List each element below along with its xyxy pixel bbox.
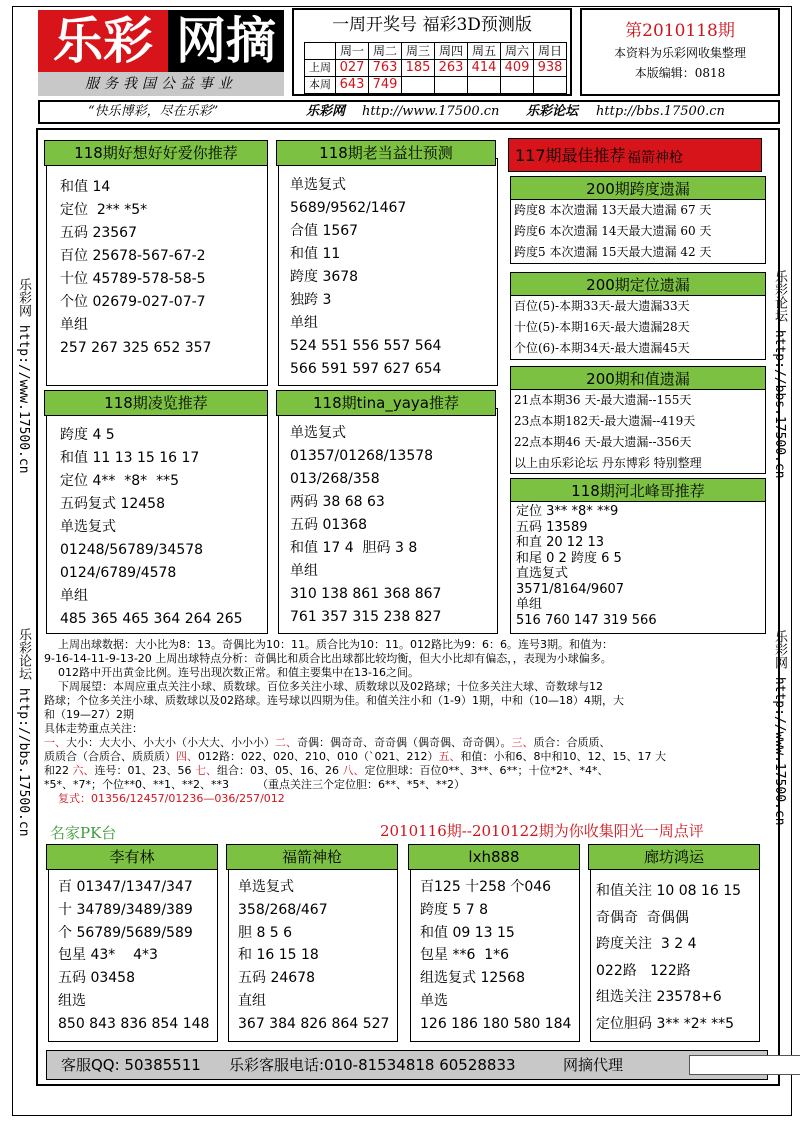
side-text-right-bottom: 乐彩网 http://www.17500.cn [772, 630, 787, 826]
pk-line: 十 34789/3489/389 [58, 901, 193, 918]
panel-line: 和值 14 [60, 179, 111, 195]
side-text-left-bottom: 乐彩论坛 http://bbs.17500.cn [16, 628, 31, 837]
footer-qq: 客服QQ: 50385511 [61, 1056, 201, 1074]
pk-line: 定位胆码 3** *2* **5 [596, 1015, 735, 1032]
panel-line: 761 357 315 238 827 [290, 609, 442, 625]
analysis-marker: 四、 [176, 750, 198, 763]
table-cell: 938 [534, 60, 567, 77]
logo-text-right: 网摘 [176, 11, 276, 70]
span-omission-title: 200期跨度遗漏 [510, 176, 766, 200]
table-cell: 027 [336, 60, 369, 77]
motto: “快乐博彩，尽在乐彩” [88, 104, 219, 119]
row-label: 上周 [305, 60, 336, 77]
panel-line: 013/268/358 [290, 471, 380, 487]
pk-line: 五码 03458 [58, 970, 135, 987]
pk-line: 367 384 826 864 527 [238, 1015, 390, 1032]
panel-line: 0124/6789/4578 [60, 565, 177, 581]
panel-haoxiang-title: 118期好想好好爱你推荐 [44, 140, 268, 166]
panel-line: 单组 [60, 588, 88, 604]
table-cell [435, 77, 468, 94]
best-reco-title: 117期最佳推荐 [515, 146, 626, 165]
pk-line: 直组 [238, 992, 266, 1009]
weekly-numbers-title: 一周开奖号 福彩3D预测版 [332, 15, 532, 35]
pk-title: 名家PK台 [50, 824, 117, 842]
pk-line: 包星 43* 4*3 [58, 947, 158, 964]
panel-line: 十位 45789-578-58-5 [60, 271, 206, 287]
pk-line: 单选复式 [238, 879, 294, 895]
analysis-text: 和22 [44, 764, 73, 777]
panel-line: 定位 4** *8* **5 [60, 473, 179, 489]
forum-link[interactable]: http://bbs.17500.cn [596, 104, 725, 119]
sum-line: 22点本期46 天-最大遗漏--356天 [514, 435, 692, 449]
pk-line: 个 56789/5689/589 [58, 924, 193, 941]
hebei-line: 直选复式 [516, 566, 569, 581]
panel-haoxiang-body [60, 176, 211, 360]
editor-note: 本版编辑：0818 [634, 66, 726, 80]
hebei-line: 定位 3** *8* **9 [516, 504, 619, 519]
table-row [305, 43, 567, 60]
panel-linglan-body [60, 424, 243, 631]
analysis-text: 质合：合质质、 [533, 736, 611, 749]
pk-line: 和值 09 13 15 [420, 924, 515, 941]
pk-card-lxh-body [420, 876, 571, 1036]
span-line: 跨度6 本次遗漏 14天最大遗漏 60 天 [514, 224, 712, 238]
panel-line: 单组 [290, 563, 318, 579]
panel-tina-body [290, 422, 441, 629]
analysis-line: 下周展望：本周应重点关注小球、质数球。百位多关注小球、质数球以及02路球；十位多关注大球、奇数球与12 [44, 680, 603, 693]
table-header-cell: 周日 [534, 43, 567, 60]
span-line: 跨度8 本次遗漏 13天最大遗漏 67 天 [514, 203, 712, 217]
panel-line: 五码 01368 [290, 517, 367, 533]
pk-line: 和值关注 10 08 16 15 [596, 883, 742, 899]
footer-agent: 网摘代理 [563, 1056, 624, 1074]
sum-omission-body [514, 390, 702, 474]
position-line: 百位(5)-本期33天-最大遗漏33天 [514, 299, 690, 313]
pk-line: 百125 十258 个046 [420, 879, 552, 895]
slogan: 服务我国公益事业 [85, 76, 237, 92]
panel-linglan-title: 118期凌览推荐 [44, 390, 268, 416]
table-cell [468, 77, 501, 94]
pk-line: 五码 24678 [238, 970, 315, 987]
hebei-line: 和尾 0 2 跨度 6 5 [516, 550, 622, 566]
panel-line: 两码 38 68 63 [290, 494, 385, 510]
analysis-line: 上周出球数据：大小比为8：13。奇偶比为10：11。质合比为10：11。012路比为9：6：6。连号3期。和值为： [44, 638, 613, 651]
footer-bar [46, 1050, 768, 1080]
pk-card-langfang-body [596, 878, 741, 1037]
table-header-cell: 周五 [468, 43, 501, 60]
pk-card-langfang-title: 廊坊鸿运 [588, 844, 760, 870]
analysis-text: 质质合（合质合、质质质） [44, 750, 176, 763]
pk-card-fujian-body [238, 876, 389, 1036]
table-cell [534, 77, 567, 94]
hebei-line: 五码 13589 [516, 519, 588, 535]
panel-line: 257 267 325 652 357 [60, 340, 212, 356]
table-header-cell: 周二 [369, 43, 402, 60]
pk-period-note: 2010116期--2010122期为你收集阳光一周点评 [380, 822, 704, 840]
pk-card-li-title: 李有林 [46, 844, 218, 870]
sum-line: 21点本期36 天-最大遗漏--155天 [514, 393, 692, 407]
pk-line: 奇偶奇 奇偶偶 [596, 909, 689, 926]
forum-label: 乐彩论坛 [526, 104, 579, 119]
logo-text-left: 乐彩 [53, 11, 153, 70]
side-text-left-top: 乐彩网 http://www.17500.cn [16, 278, 31, 474]
analysis-line: 012路中开出黄金比例。连号出现次数正常。和值主要集中在13-16之间。 [44, 666, 419, 679]
source-note: 本资料为乐彩网收集整理 [613, 46, 746, 60]
analysis-line: 路球；个位多关注小球、质数球以及02路球。连号球以四期为佳。和值关注小和（1-9）1期，中和（10—18）4期，大 [44, 694, 624, 707]
position-omission-body [514, 296, 690, 359]
sum-note: 以上由乐彩论坛 丹东博彩 特别整理 [514, 456, 702, 470]
span-line: 跨度5 本次遗漏 15天最大遗漏 42 天 [514, 245, 712, 259]
panel-line: 5689/9562/1467 [290, 200, 407, 216]
footer-phone: 乐彩客服电话:010-81534818 60528833 [229, 1056, 516, 1074]
pk-line: 022路 122路 [596, 962, 691, 979]
analysis-line [44, 764, 764, 778]
pk-line: 跨度关注 3 2 4 [596, 936, 697, 952]
panel-line: 单选复式 [60, 519, 116, 535]
table-header-cell: 周四 [435, 43, 468, 60]
analysis-line [44, 750, 764, 764]
analysis-line: *5*、*7*；个位**0、**1、**2、**3 （重点关注三个定位胆：6**、*5*、**2） [44, 778, 465, 791]
issue-number: 第2010118期 [625, 21, 735, 41]
panel-line: 和值 11 13 15 16 17 [60, 450, 200, 466]
panel-line: 单组 [60, 317, 88, 333]
panel-tina-title: 118期tina_yaya推荐 [276, 390, 496, 416]
analysis-marker: 八、 [342, 764, 365, 777]
table-header-cell: 周六 [501, 43, 534, 60]
sum-omission-title: 200期和值遗漏 [510, 366, 766, 390]
site-link[interactable]: http://www.17500.cn [362, 104, 500, 119]
table-cell [305, 43, 336, 60]
pk-line: 850 843 836 854 148 [58, 1015, 210, 1032]
table-cell: 263 [435, 60, 468, 77]
panel-line: 百位 25678-567-67-2 [60, 248, 206, 264]
pk-card-lxh-title: lxh888 [408, 844, 580, 870]
analysis-text: 和值：小和6、8中和10、12、15、17 大 [460, 750, 666, 763]
weekly-numbers-table [304, 42, 567, 94]
pk-line: 358/268/467 [238, 901, 328, 918]
panel-line: 跨度 3678 [290, 269, 359, 285]
position-omission-title: 200期定位遗漏 [510, 272, 766, 296]
table-cell: 414 [468, 60, 501, 77]
panel-line: 定位 2** *5* [60, 202, 148, 218]
position-line: 十位(5)-本期16天-最大遗漏28天 [514, 320, 690, 334]
best-reco-name: 福箭神枪 [627, 150, 683, 166]
analysis-text: 定位胆球：百位0**、3**、6**；十位*2*、*4*、 [364, 764, 609, 777]
table-cell [402, 77, 435, 94]
pk-line: 组选关注 23578+6 [596, 989, 722, 1005]
row-label: 本周 [305, 77, 336, 94]
hebei-title: 118期河北峰哥推荐 [510, 478, 766, 502]
pk-line: 包星 **6 1*6 [420, 947, 510, 964]
site-label: 乐彩网 [306, 104, 346, 119]
table-cell: 409 [501, 60, 534, 77]
analysis-text: 连号：01、23、56 [94, 764, 195, 777]
sum-line: 23点本期182天-最大遗漏--419天 [514, 414, 696, 428]
pk-line: 组选复式 12568 [420, 970, 525, 987]
panel-line: 01357/01268/13578 [290, 448, 434, 464]
analysis-marker: 七、 [195, 764, 217, 777]
table-row [305, 77, 567, 94]
url-bar [38, 100, 780, 124]
table-header-cell: 周一 [336, 43, 369, 60]
pk-line: 126 186 180 580 184 [420, 1015, 572, 1032]
analysis-text: 012路：022、020、210、010（`021、212） [198, 750, 439, 763]
panel-line: 524 551 556 557 564 [290, 338, 442, 354]
hebei-line: 516 760 147 319 566 [516, 612, 657, 628]
hebei-line: 单组 [516, 597, 543, 612]
agent-field[interactable] [689, 1055, 800, 1075]
side-text-right-top: 乐彩论坛 http://bbs.17500.cn [772, 270, 787, 479]
table-header-cell: 周三 [402, 43, 435, 60]
table-cell: 749 [369, 77, 402, 94]
analysis-line [44, 736, 764, 750]
panel-line: 个位 02679-027-07-7 [60, 294, 206, 310]
panel-line: 单组 [290, 315, 318, 331]
panel-line: 310 138 861 368 867 [290, 586, 442, 602]
analysis-marker: 二、 [275, 736, 297, 749]
pk-line: 和 16 15 18 [238, 947, 319, 964]
analysis-marker: 五、 [438, 750, 461, 763]
table-cell: 643 [336, 77, 369, 94]
panel-line: 五码 23567 [60, 225, 137, 241]
analysis-text: 大小：大大小、小大小（小大大、小小小） [66, 736, 275, 749]
analysis-marker: 一、 [44, 736, 66, 749]
pk-line: 胆 8 5 6 [238, 924, 293, 941]
pk-line: 跨度 5 7 8 [420, 901, 489, 918]
analysis-line: 具体走势重点关注： [44, 722, 143, 735]
table-cell: 185 [402, 60, 435, 77]
analysis-marker: 六、 [72, 764, 95, 777]
analysis-section [44, 638, 764, 806]
table-row [305, 60, 567, 77]
panel-line: 485 365 465 364 264 265 [60, 611, 243, 627]
position-line: 个位(6)-本期34天-最大遗漏45天 [514, 341, 690, 355]
panel-line: 单选复式 [290, 425, 346, 441]
panel-line: 单选复式 [290, 177, 346, 193]
panel-line: 五码复式 12458 [60, 496, 165, 512]
panel-line: 和值 17 4 胆码 3 8 [290, 540, 418, 556]
hebei-line: 3571/8164/9607 [516, 581, 625, 597]
panel-line: 跨度 4 5 [60, 427, 115, 443]
analysis-text: 奇偶：偶奇奇、奇奇偶（偶奇偶、奇奇偶）。 [297, 736, 512, 749]
pk-line: 单选 [420, 992, 448, 1009]
analysis-compound: 复式：01356/12457/01236—036/257/012 [44, 792, 285, 805]
pk-line: 百 01347/1347/347 [58, 879, 193, 895]
hebei-line: 和直 20 12 13 [516, 535, 605, 550]
analysis-line: 9-16-14-11-9-13-20 上周出球特点分析：奇偶比和质合比出球都比较均衡，但大小比却有偏态，，表现为小球偏多。 [44, 652, 612, 665]
panel-line: 01248/56789/34578 [60, 542, 204, 558]
panel-line: 合值 1567 [290, 223, 359, 239]
panel-laodang-body [290, 174, 441, 381]
pk-card-fujian-title: 福箭神枪 [226, 844, 398, 870]
analysis-line: 和（19—27）2期 [44, 708, 134, 721]
table-cell [501, 77, 534, 94]
analysis-marker: 三、 [511, 736, 534, 749]
panel-line: 566 591 597 627 654 [290, 361, 442, 377]
panel-line: 和值 11 [290, 246, 341, 262]
panel-line: 独跨 3 [290, 292, 332, 308]
span-omission-body [514, 200, 711, 263]
pk-card-li-body [58, 876, 209, 1036]
hebei-body [516, 504, 657, 628]
panel-laodang-title: 118期老当益壮预测 [276, 140, 496, 166]
best-reco-header [508, 138, 762, 172]
table-cell: 763 [369, 60, 402, 77]
analysis-text: 组合：03、05、16、26 [217, 764, 343, 777]
pk-line: 组选 [58, 992, 86, 1009]
